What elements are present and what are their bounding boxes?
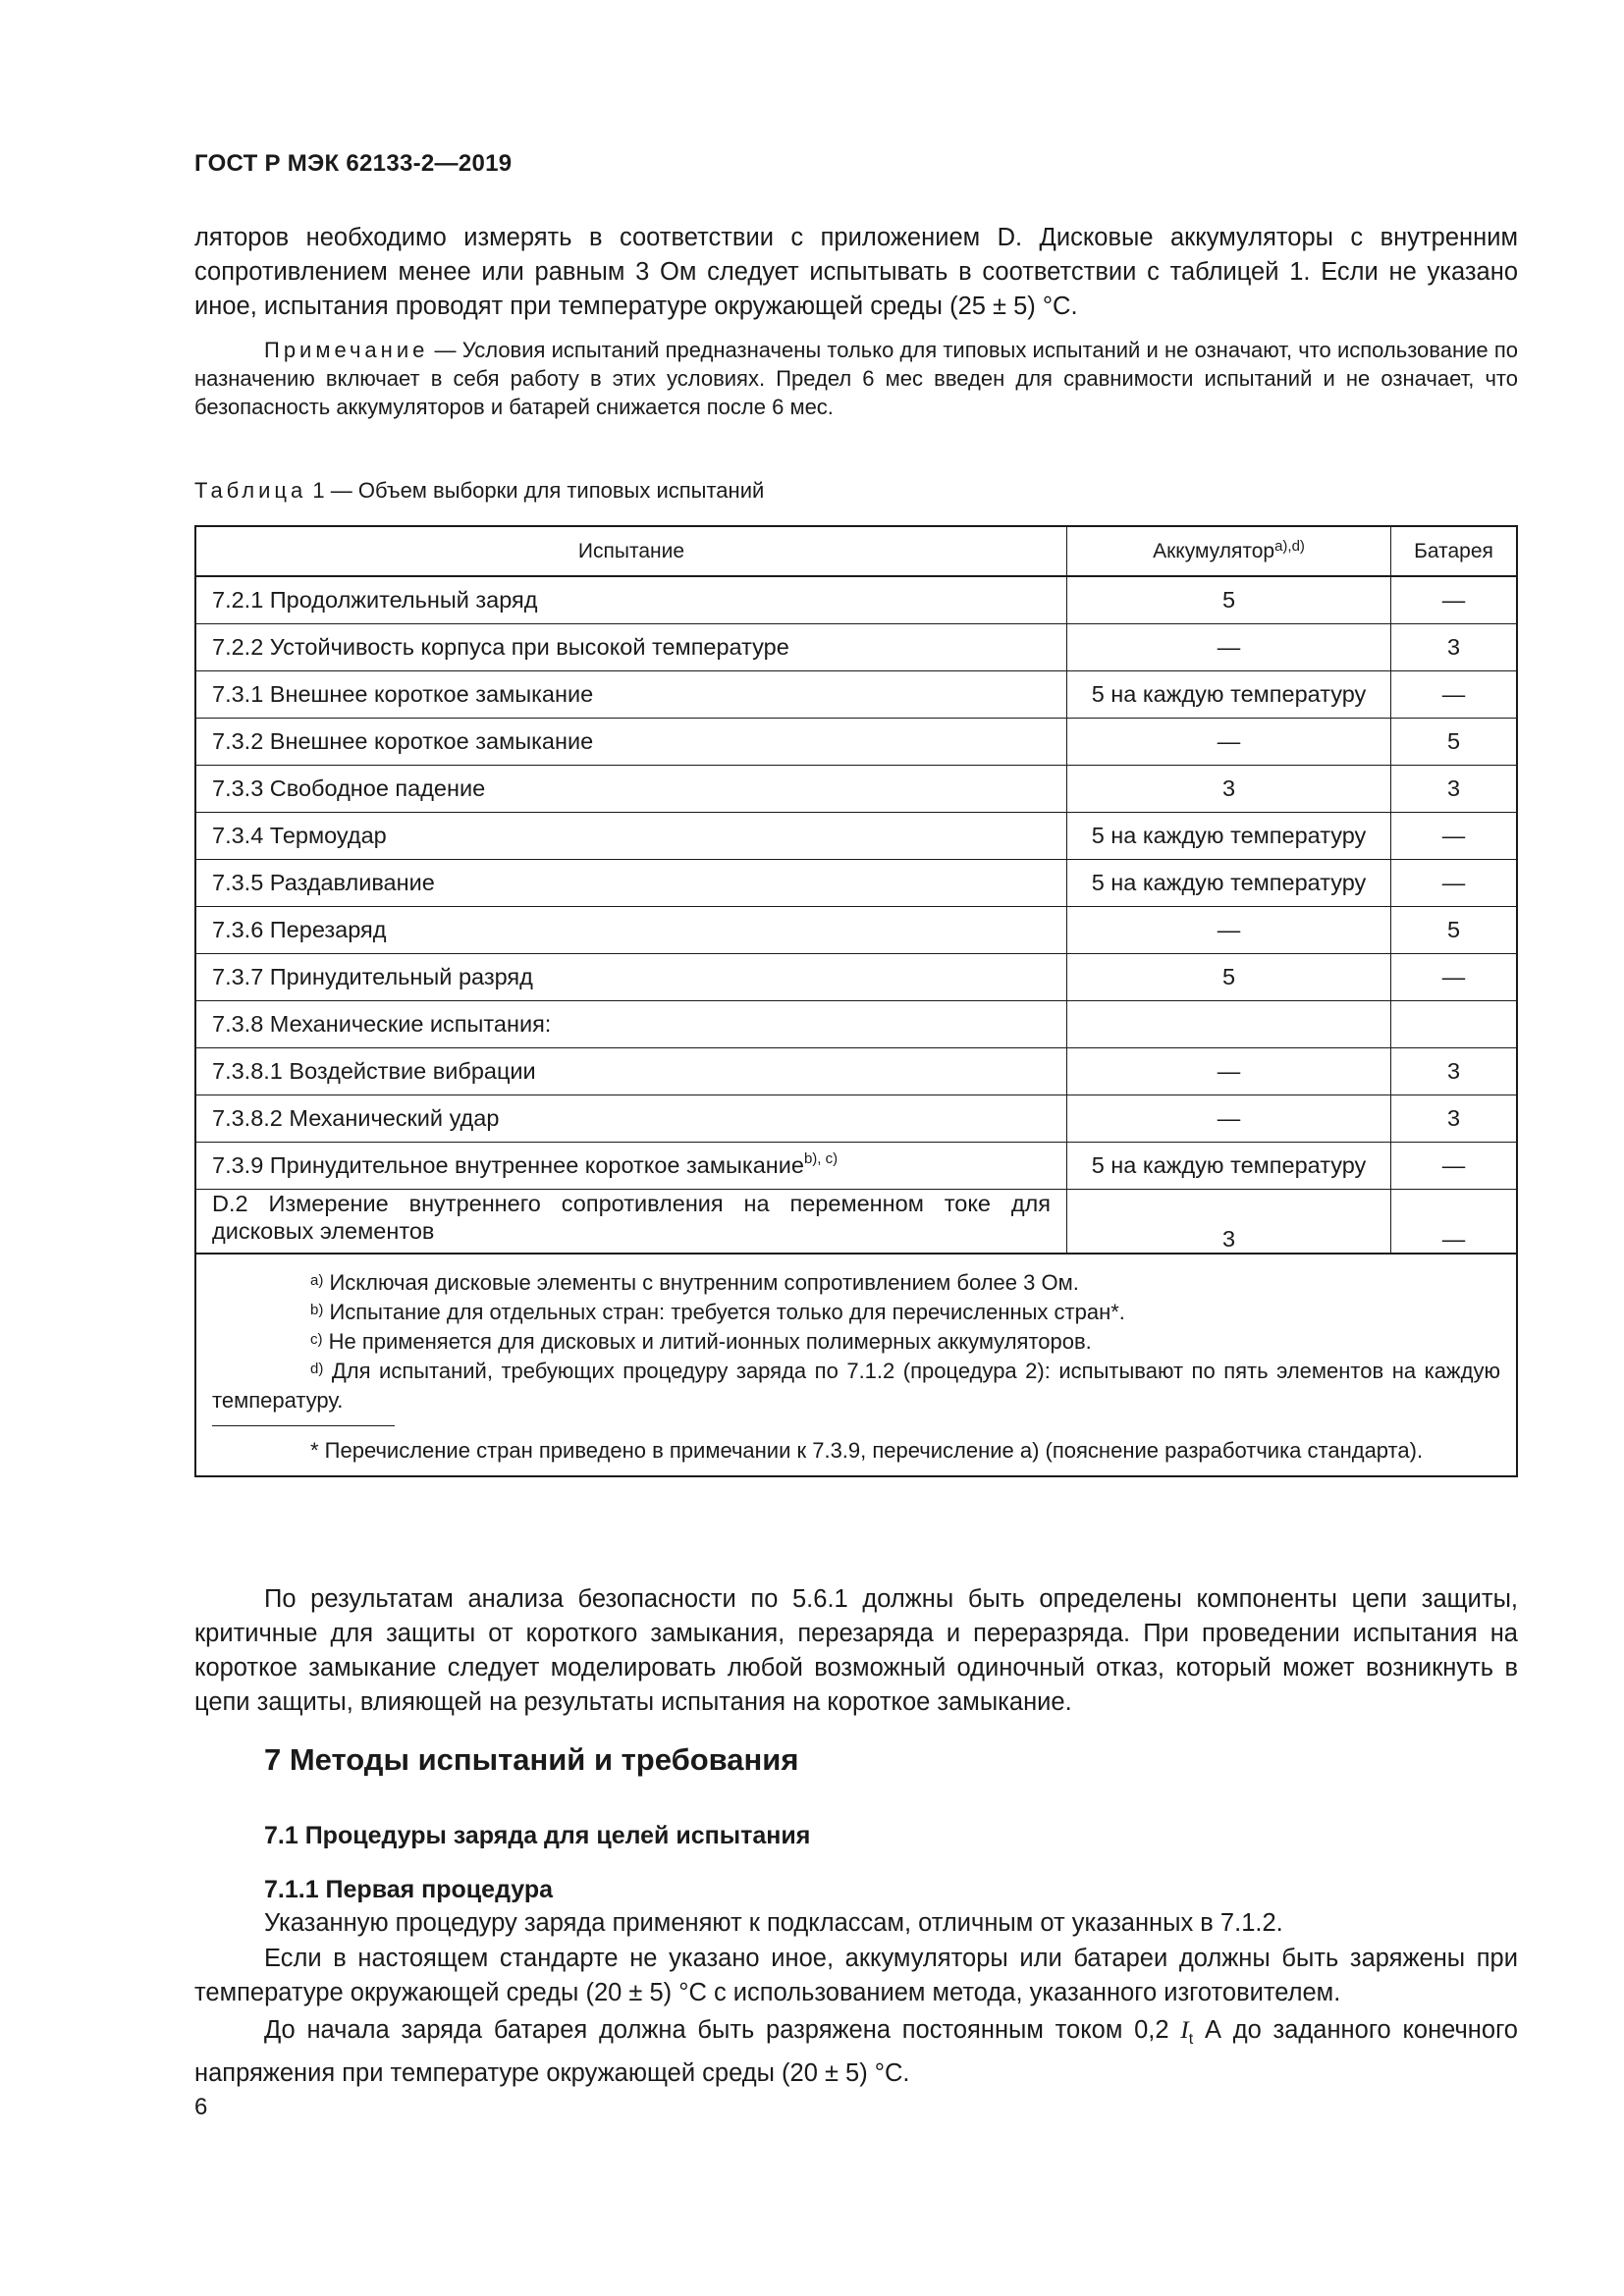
- cell-accumulator: 3: [1067, 1190, 1391, 1255]
- cell-battery: —: [1391, 860, 1518, 907]
- cell-accumulator: 5: [1067, 576, 1391, 624]
- table-row: [195, 1095, 1517, 1143]
- footnote-divider: [212, 1425, 395, 1426]
- cell-accumulator: 5 на каждую температуру: [1067, 671, 1391, 719]
- cell-battery: —: [1391, 1143, 1518, 1190]
- table-row: [195, 671, 1517, 719]
- cell-test: 7.3.4 Термоудар: [195, 813, 1067, 860]
- current-symbol-subscript: t: [1188, 2031, 1194, 2049]
- cell-test: 7.2.1 Продолжительный заряд: [195, 576, 1067, 624]
- table-row: [195, 576, 1517, 624]
- footnote: [212, 1298, 1500, 1327]
- table-caption: [194, 478, 764, 504]
- header-cell-label: Аккумулятор: [1153, 539, 1275, 562]
- cell-accumulator: —: [1067, 907, 1391, 954]
- footnote: [212, 1327, 1500, 1357]
- cell-test: 7.3.7 Принудительный разряд: [195, 954, 1067, 1001]
- footnote-text: Исключая дисковые элементы с внутренним сопротивлением более 3 Ом.: [323, 1270, 1079, 1295]
- cell-test: 7.3.3 Свободное падение: [195, 766, 1067, 813]
- p3-text-b: А до заданного конечного напряжения при температуре окружающей среды (20 ± 5) °С.: [194, 2016, 1518, 2088]
- table-caption-label: Таблица: [194, 478, 307, 503]
- table-footnotes: [195, 1254, 1517, 1476]
- table-row: [195, 1048, 1517, 1095]
- section-heading: 7 Методы испытаний и требования: [264, 1742, 799, 1777]
- section-paragraph: Указанную процедуру заряда применяют к подклассам, отличным от указанных в 7.1.2.: [264, 1909, 1283, 1937]
- cell-test-text: 7.3.9 Принудительное внутреннее короткое замыкание: [212, 1152, 804, 1178]
- table-row: [195, 954, 1517, 1001]
- cell-battery: 3: [1391, 1095, 1518, 1143]
- subsection-heading: 7.1 Процедуры заряда для целей испытания: [264, 1822, 811, 1849]
- footnote-text: Не применяется для дисковых и литий-ионных полимерных аккумуляторов.: [322, 1329, 1092, 1354]
- cell-test-sup: b), c): [803, 1150, 839, 1167]
- table-footnotes-row: [195, 1254, 1517, 1476]
- footnote-mark: c): [310, 1331, 323, 1348]
- after-table-paragraph: По результатам анализа безопасности по 5.6.1 должны быть определены компоненты цепи защиты, критичные для защиты от короткого замыкания, перезаряда и переразряда. При проведении испытания на короткое замыкание следует моделировать любой возможный одиночный отказ, который может возникнуть в цепи защиты, влияющей на результаты испытания на короткое замыкание.: [194, 1585, 1518, 1716]
- cell-test: 7.3.8.2 Механический удар: [195, 1095, 1067, 1143]
- standard-header: ГОСТ Р МЭК 62133-2—2019: [194, 150, 513, 177]
- header-cell: [1067, 526, 1391, 576]
- cell-battery: —: [1391, 954, 1518, 1001]
- table-row: [195, 860, 1517, 907]
- table-row: [195, 766, 1517, 813]
- table-row: [195, 719, 1517, 766]
- note-paragraph: [194, 336, 1518, 421]
- current-symbol: I: [1180, 2015, 1189, 2044]
- cell-accumulator: —: [1067, 719, 1391, 766]
- cell-battery: 5: [1391, 719, 1518, 766]
- cell-test: D.2 Измерение внутреннего сопротивления на переменном токе для дисковых элементов: [195, 1190, 1067, 1255]
- cell-test: 7.3.2 Внешнее короткое замыкание: [195, 719, 1067, 766]
- cell-accumulator: [1067, 1001, 1391, 1048]
- page-number: 6: [194, 2094, 208, 2120]
- cell-accumulator: —: [1067, 1095, 1391, 1143]
- footnote: [212, 1268, 1500, 1298]
- cell-battery: —: [1391, 813, 1518, 860]
- table-row: [195, 1190, 1517, 1255]
- intro-paragraph: ляторов необходимо измерять в соответствии с приложением D. Дисковые аккумуляторы с внутренним сопротивлением менее или равным 3 Ом следует испытывать в соответствии с таблицей 1. Если не указано иное, испытания проводят при температуре окружающей среды (25 ± 5) °С.: [194, 224, 1518, 320]
- cell-test: 7.3.6 Перезаряд: [195, 907, 1067, 954]
- cell-battery: 3: [1391, 1048, 1518, 1095]
- cell-battery: —: [1391, 1190, 1518, 1255]
- star-note: * Перечисление стран приведено в примечании к 7.3.9, перечисление а) (пояснение разработчика стандарта).: [310, 1438, 1424, 1463]
- footnote-mark: d): [310, 1361, 324, 1377]
- subsubsection-heading: 7.1.1 Первая процедура: [264, 1876, 554, 1903]
- table-row: [195, 1001, 1517, 1048]
- cell-accumulator: 5 на каждую температуру: [1067, 860, 1391, 907]
- header-battery: Батарея: [1391, 526, 1518, 576]
- section-paragraph: Если в настоящем стандарте не указано иное, аккумуляторы или батареи должны быть заряжены при температуре окружающей среды (20 ± 5) °С с использованием метода, указанного изготовителем.: [194, 1945, 1518, 2006]
- footnote-mark: a): [310, 1272, 324, 1289]
- header-test: Испытание: [195, 526, 1067, 576]
- sample-size-table: [194, 525, 1518, 1477]
- note-label: Примечание: [264, 338, 429, 362]
- cell-test: [195, 1143, 1067, 1190]
- cell-battery: [1391, 1001, 1518, 1048]
- cell-accumulator: 5 на каждую температуру: [1067, 1143, 1391, 1190]
- cell-battery: —: [1391, 671, 1518, 719]
- table-row: [195, 813, 1517, 860]
- cell-test: 7.3.8 Механические испытания:: [195, 1001, 1067, 1048]
- footnote-text: Для испытаний, требующих процедуру заряда по 7.1.2 (процедура 2): испытывают по пять элементов на каждую температуру.: [212, 1359, 1500, 1413]
- cell-battery: 3: [1391, 624, 1518, 671]
- cell-accumulator: —: [1067, 1048, 1391, 1095]
- footnote: [212, 1357, 1500, 1415]
- cell-test: 7.2.2 Устойчивость корпуса при высокой температуре: [195, 624, 1067, 671]
- cell-test: 7.3.5 Раздавливание: [195, 860, 1067, 907]
- cell-battery: 5: [1391, 907, 1518, 954]
- cell-accumulator: 3: [1067, 766, 1391, 813]
- table-caption-text: 1 — Объем выборки для типовых испытаний: [306, 478, 765, 503]
- cell-battery: 3: [1391, 766, 1518, 813]
- table-row: [195, 907, 1517, 954]
- table-row: [195, 1143, 1517, 1190]
- cell-test: 7.3.8.1 Воздействие вибрации: [195, 1048, 1067, 1095]
- p3-text-a: До начала заряда батарея должна быть разряжена постоянным током 0,2: [264, 2016, 1181, 2044]
- table-row: [195, 624, 1517, 671]
- cell-accumulator: 5: [1067, 954, 1391, 1001]
- cell-battery: —: [1391, 576, 1518, 624]
- cell-test: 7.3.1 Внешнее короткое замыкание: [195, 671, 1067, 719]
- footnote-text: Испытание для отдельных стран: требуется только для перечисленных стран*.: [323, 1300, 1125, 1324]
- cell-accumulator: —: [1067, 624, 1391, 671]
- footnote-mark: b): [310, 1302, 324, 1318]
- section-paragraph: [194, 2012, 1518, 2091]
- note-text: — Условия испытаний предназначены только для типовых испытаний и не означают, что использование по назначению включает в себя работу в этих условиях. Предел 6 мес введен для сравнимости испытаний и не означает, что безопасность аккумуляторов и батарей снижается после 6 мес.: [194, 338, 1518, 419]
- header-cell-sup: a),d): [1274, 537, 1305, 555]
- table-header-row: [195, 526, 1517, 576]
- cell-accumulator: 5 на каждую температуру: [1067, 813, 1391, 860]
